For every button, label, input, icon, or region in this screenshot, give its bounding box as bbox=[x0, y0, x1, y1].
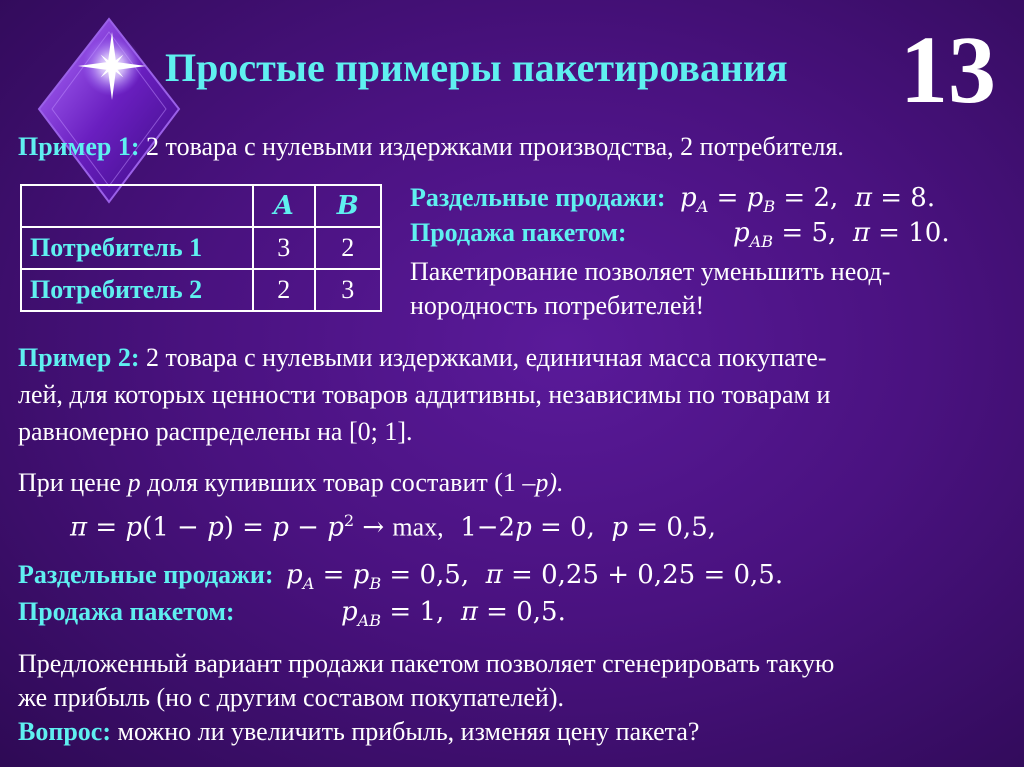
question-label: Вопрос: bbox=[18, 717, 111, 746]
example-2-line-1 bbox=[18, 341, 1014, 375]
price-share-line bbox=[18, 466, 564, 500]
ex2-separate-price: 0,5 bbox=[419, 560, 461, 590]
table-row bbox=[21, 227, 381, 269]
example-2-text-1: 2 товара с нулевыми издержками, единичная масса покупате- bbox=[146, 343, 827, 372]
example-1-text: 2 товара с нулевыми издержками производства, 2 потребителя. bbox=[146, 132, 844, 161]
final-line-1: Предложенный вариант продажи пакетом позволяет сгенерировать такую bbox=[18, 649, 835, 678]
slide-number: 13 bbox=[900, 16, 996, 123]
ex1-separate-formula: $p_A = p_B = 2$, π = 8. bbox=[680, 183, 936, 217]
example-2-label: Пример 2: bbox=[18, 343, 140, 372]
price-line-c: p). bbox=[535, 468, 564, 497]
ex1-separate-label: Раздельные продажи: bbox=[410, 183, 666, 212]
table-header-a: A bbox=[253, 185, 315, 227]
ex1-bundle-label: Продажа пакетом: bbox=[410, 218, 627, 247]
ex2-bundle-line bbox=[18, 595, 235, 629]
example-1-intro bbox=[18, 130, 844, 164]
price-line-a: При цене bbox=[18, 468, 122, 497]
example-2-line-2: лей, для которых ценности товаров аддитивны, независимы по товарам и bbox=[18, 380, 831, 409]
ex1-bundle-price: 5 bbox=[811, 218, 829, 248]
formula-p-value: 0,5 bbox=[666, 512, 708, 543]
value-table bbox=[20, 184, 382, 312]
table-cell-a: 3 bbox=[253, 227, 315, 269]
final-line-2: же прибыль (но с другим составом покупателей). bbox=[18, 683, 564, 712]
ex1-bundle-formula: $p_{AB} = 5$, π = 10. bbox=[733, 218, 950, 252]
diamond-star-icon bbox=[34, 14, 184, 204]
slide-title: Простые примеры пакетирования bbox=[165, 45, 788, 90]
question-text: можно ли увеличить прибыль, изменяя цену пакета? bbox=[117, 717, 700, 746]
table-header-b: B bbox=[315, 185, 382, 227]
example-2-line-3: равномерно распределены на [0; 1]. bbox=[18, 417, 413, 446]
ex2-bundle-price: 1 bbox=[419, 597, 437, 627]
profit-formula: $\pi = p(1 - p) = p - p^2 \to \max$, 1−2p = 0, p = 0,5, bbox=[70, 511, 717, 543]
ex1-conclusion-2: нородность потребителей! bbox=[410, 291, 705, 320]
ex2-bundle-profit: 0,5. bbox=[516, 597, 566, 627]
ex1-separate-price: 2 bbox=[813, 183, 831, 213]
ex1-bundle-line bbox=[410, 216, 627, 250]
table-row bbox=[21, 269, 381, 311]
table-corner-cell bbox=[21, 185, 253, 227]
table-cell-b: 2 bbox=[315, 227, 382, 269]
ex1-bundle-profit: 10 bbox=[908, 218, 942, 248]
example-1-label: Пример 1: bbox=[18, 132, 140, 161]
ex2-separate-label: Раздельные продажи: bbox=[18, 560, 274, 589]
table-cell-b: 3 bbox=[315, 269, 382, 311]
table-cell-a: 2 bbox=[253, 269, 315, 311]
question-line bbox=[18, 715, 699, 749]
table-row-label: Потребитель 2 bbox=[21, 269, 253, 311]
ex2-separate-formula: $p_A = p_B = 0,5$, π = 0,25 + 0,25 = 0,5. bbox=[286, 560, 784, 594]
price-line-b: доля купивших товар составит (1 – bbox=[147, 468, 536, 497]
table-row-label: Потребитель 1 bbox=[21, 227, 253, 269]
ex1-conclusion-1: Пакетирование позволяет уменьшить неод- bbox=[410, 257, 891, 286]
price-line-p: p bbox=[127, 468, 141, 497]
ex1-separate-profit: 8 bbox=[910, 183, 927, 213]
table-header-row bbox=[21, 185, 381, 227]
ex2-bundle-label: Продажа пакетом: bbox=[18, 597, 235, 626]
formula-max: max, bbox=[392, 512, 444, 542]
ex2-separate-profit: 0,25 + 0,25 = 0,5. bbox=[541, 560, 784, 590]
ex2-bundle-formula: $p_{AB} = 1$, π = 0,5. bbox=[341, 597, 566, 631]
